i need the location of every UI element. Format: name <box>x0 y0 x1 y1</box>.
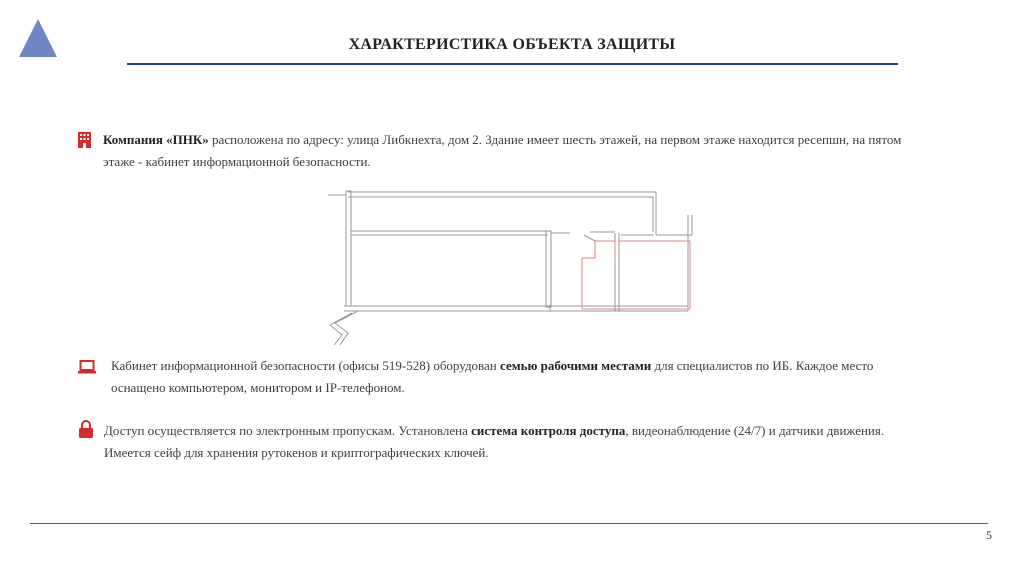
title-divider <box>127 63 898 65</box>
lock-icon <box>78 420 94 438</box>
footer-divider <box>30 523 988 524</box>
page-title: ХАРАКТЕРИСТИКА ОБЪЕКТА ЗАЩИТЫ <box>348 36 676 53</box>
page-number: 5 <box>986 528 992 542</box>
workstations-count: семью рабочими местами <box>500 358 652 373</box>
paragraph-office <box>111 355 926 399</box>
office-text-pre: Кабинет информационной безопасности (офисы 519-528) оборудован <box>111 358 501 373</box>
company-name: Компания «ПНК» <box>103 132 209 147</box>
laptop-icon <box>78 360 96 374</box>
access-text-pre: Доступ осуществляется по электронным пропускам. Установлена <box>104 423 472 438</box>
access-text: , видеонаблюдение (24/7) и датчики движения. Имеется сейф для хранения рутокенов и криптографических ключей. <box>104 423 885 460</box>
floor-plan <box>320 185 700 345</box>
paragraph-company <box>103 129 933 173</box>
building-icon <box>78 132 92 148</box>
company-text: расположена по адресу: улица Либкнехта, дом 2. Здание имеет шесть этажей, на первом этаже находится ресепшн, на пятом этаже - кабинет информационной безопасности. <box>103 132 902 169</box>
office-text: для специалистов по ИБ. Каждое место оснащено компьютером, монитором и IP-телефоном. <box>111 358 874 395</box>
access-control-system: система контроля доступа <box>471 423 626 438</box>
paragraph-access <box>104 420 934 464</box>
